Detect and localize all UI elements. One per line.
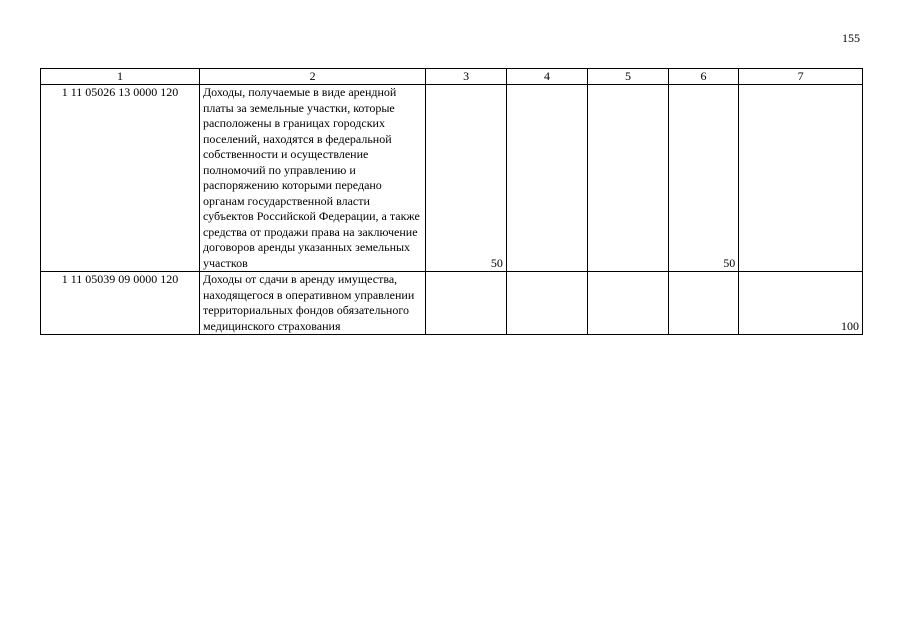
value-cell-col3: 50 [426,85,506,272]
revenue-name-cell: Доходы, получаемые в виде арендной платы за земельные участки, которые расположены в границах городских поселений, находятся в федеральной собственности и осуществление полномочий по управлению и распоряжению которыми передано органам государственной власти субъектов Российской Федерации, а также средства от продажи права на заключение договоров аренды указанных земельных участков [199,85,425,272]
table-row [41,272,863,335]
page-number: 155 [842,31,860,45]
value-cell-col4 [506,85,587,272]
value-cell-col5 [588,85,668,272]
value-cell-col7 [739,85,863,272]
budget-code-cell: 1 11 05039 09 0000 120 [41,272,200,335]
column-header-6: 6 [668,69,738,85]
column-header-2: 2 [199,69,425,85]
value-cell-col4 [506,272,587,335]
value-cell-col6 [668,272,738,335]
column-header-1: 1 [41,69,200,85]
revenue-table [40,68,863,335]
value-cell-col6: 50 [668,85,738,272]
column-header-5: 5 [588,69,668,85]
value-cell-col7: 100 [739,272,863,335]
table-row [41,85,863,272]
revenue-name-cell: Доходы от сдачи в аренду имущества, находящегося в оперативном управлении территориальных фондов обязательного медицинского страхования [199,272,425,335]
column-header-4: 4 [506,69,587,85]
table-header-row [41,69,863,85]
value-cell-col5 [588,272,668,335]
budget-code-cell: 1 11 05026 13 0000 120 [41,85,200,272]
value-cell-col3 [426,272,506,335]
column-header-3: 3 [426,69,506,85]
column-header-7: 7 [739,69,863,85]
